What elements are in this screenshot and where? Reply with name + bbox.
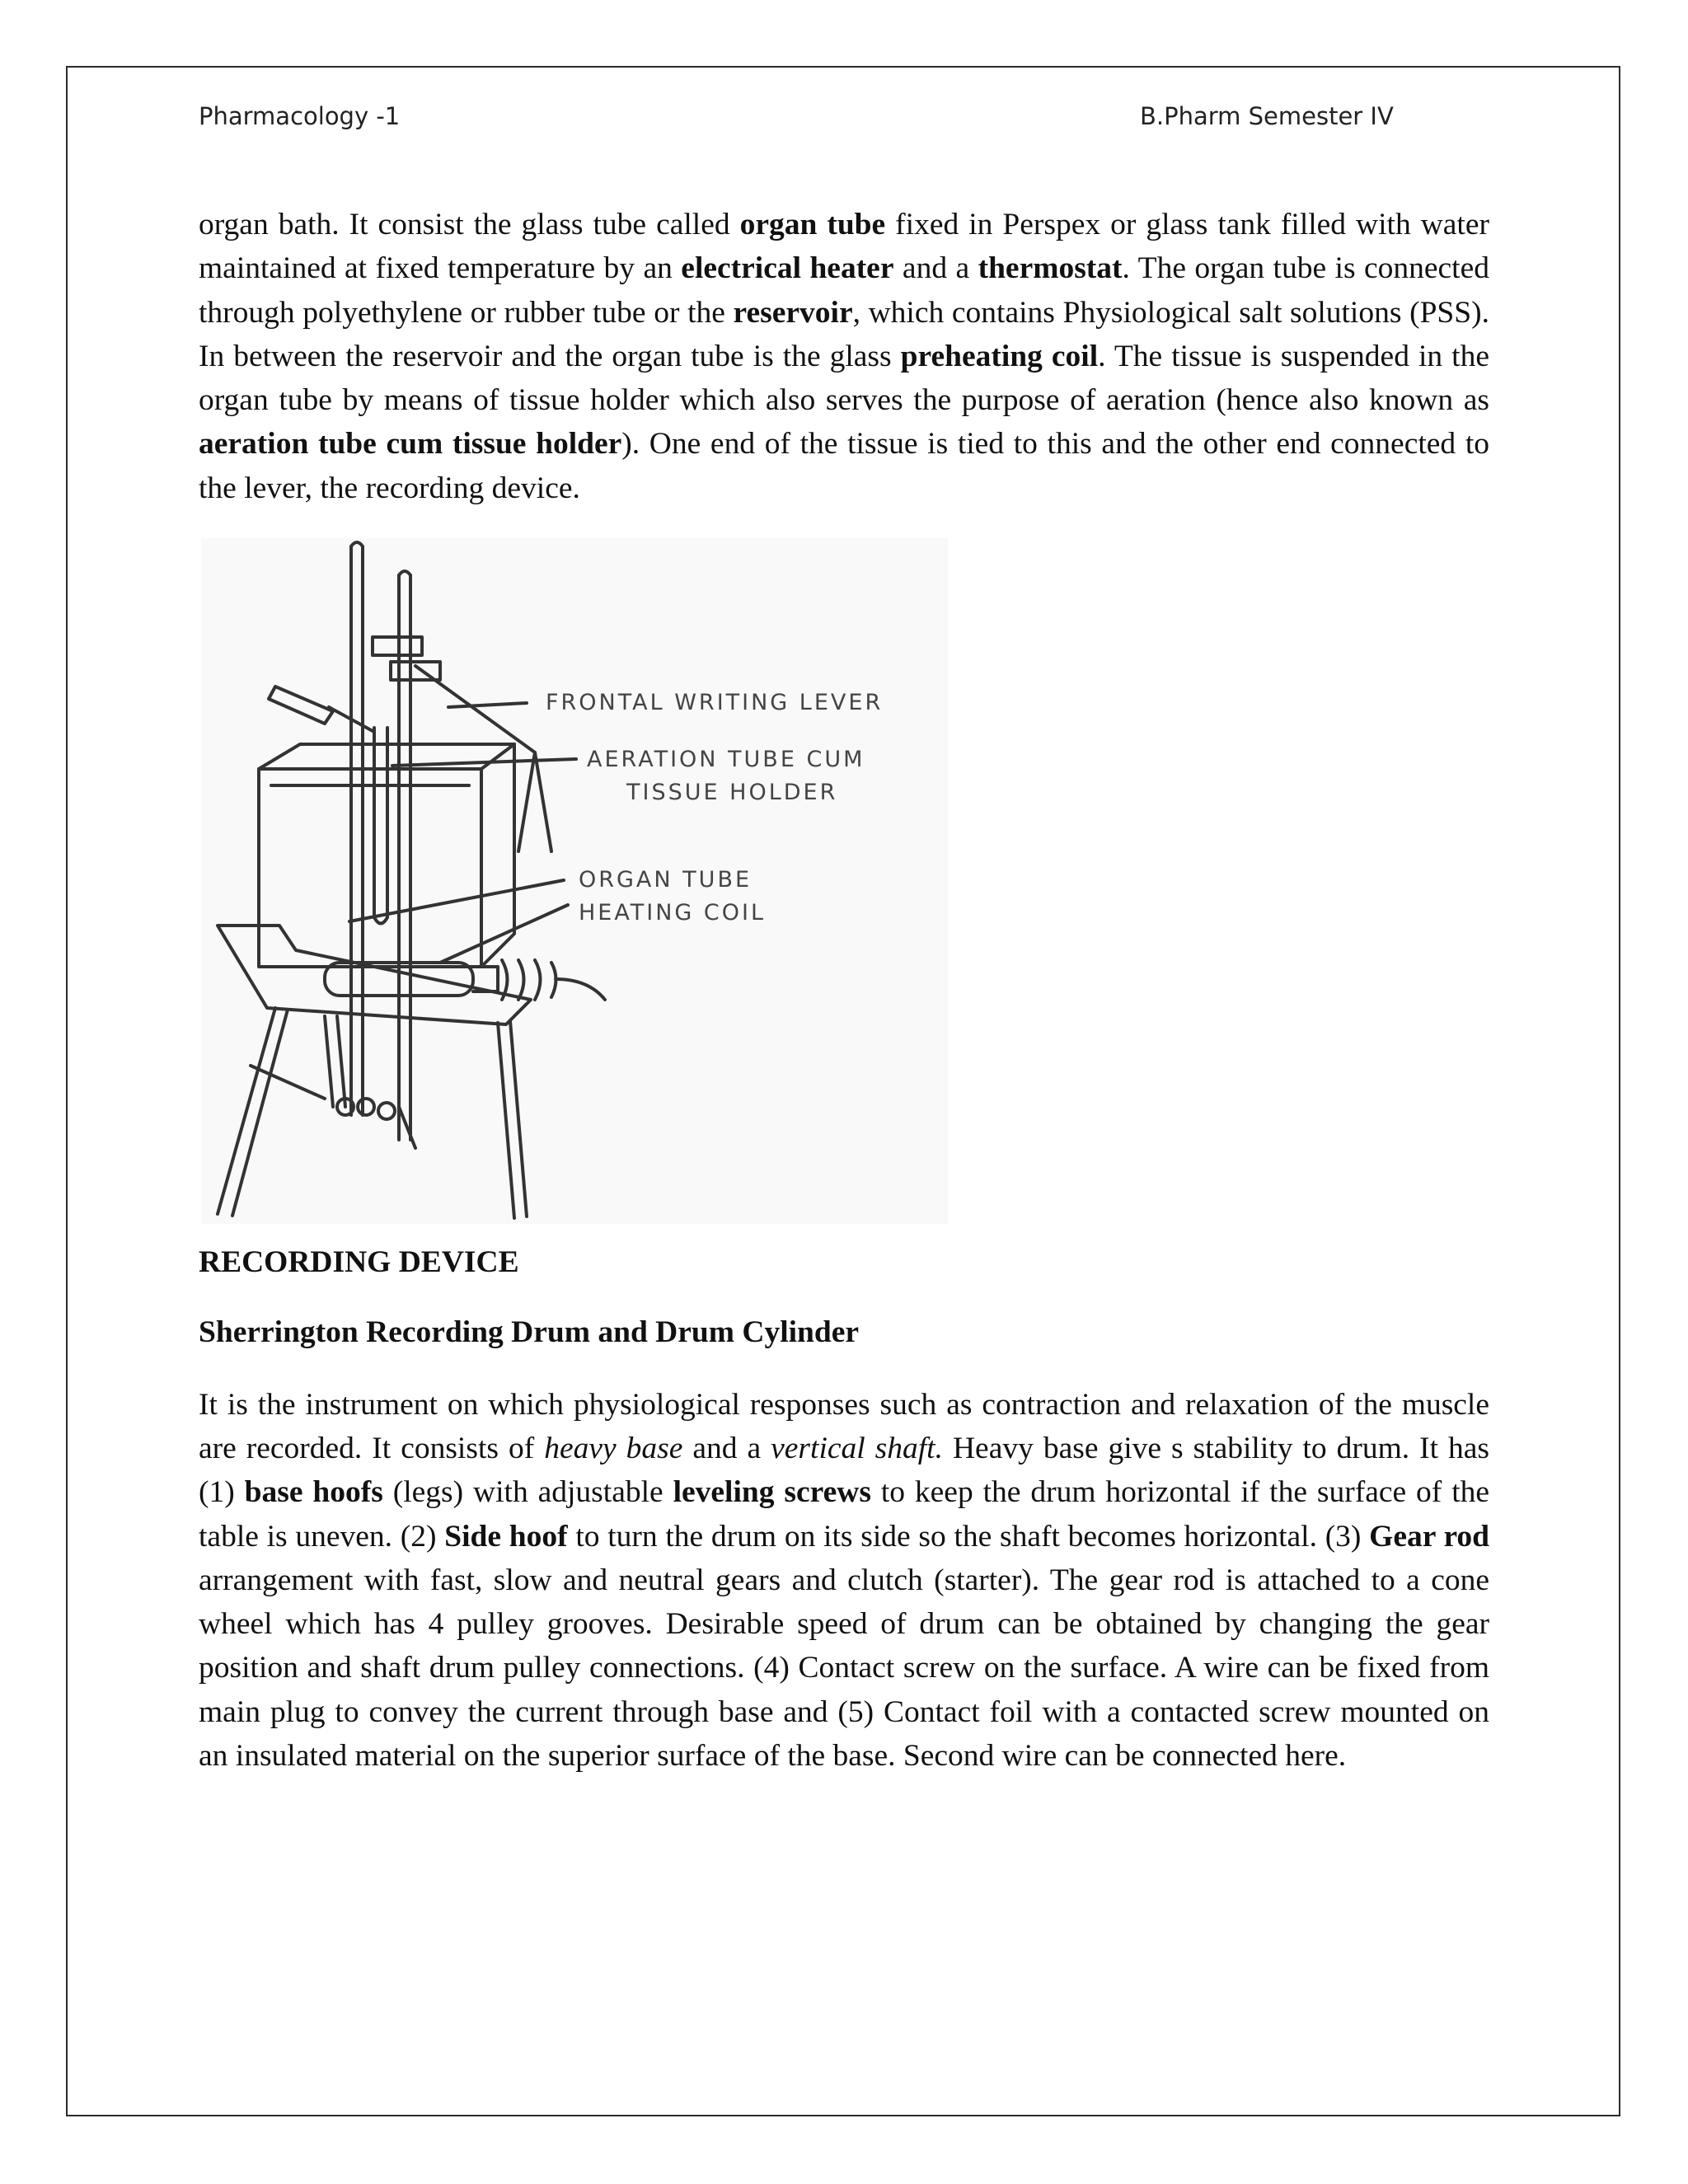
term-electrical-heater: electrical heater bbox=[681, 251, 894, 286]
page-content bbox=[199, 203, 1489, 1778]
text-run: and a bbox=[682, 1431, 771, 1465]
text-run: Heavy base give s stability to drum. It has (1) bbox=[199, 1431, 1490, 1510]
term-preheating-coil: preheating coil bbox=[900, 339, 1099, 373]
term-vertical-shaft: vertical shaft. bbox=[771, 1431, 943, 1465]
term-base-hoofs: base hoofs bbox=[244, 1475, 383, 1510]
text-run: arrangement with fast, slow and neutral gears and clutch (starter). The gear rod is attached to a cone wheel which has 4 pulley grooves. Desirable speed of drum can be obtained by changing the gear position and shaft drum pulley connections. (4) Contact screw on the surface. A wire can be fixed from main plug to convey the current through base and (5) Contact foil with a contacted screw mounted on an insulated material on the superior surface of the base. Second wire can be connected here. bbox=[199, 1563, 1489, 1774]
term-organ-tube: organ tube bbox=[739, 208, 886, 241]
subheading: Sherrington Recording Drum and Drum Cylinder bbox=[199, 1315, 860, 1350]
term-gear-rod: Gear rod bbox=[1369, 1519, 1490, 1554]
text-run: It is the instrument on which physiological responses such as contraction and relaxation of the muscle are recorded. It consists of bbox=[199, 1387, 1489, 1465]
term-reservoir: reservoir bbox=[733, 295, 853, 330]
header-course: Pharmacology -1 bbox=[199, 102, 401, 130]
label-tissue-holder: TISSUE HOLDER bbox=[626, 780, 838, 806]
section-heading: RECORDING DEVICE bbox=[199, 1245, 519, 1280]
term-side-hoof: Side hoof bbox=[444, 1519, 568, 1554]
text-run: to turn the drum on its side so the shaft becomes horizontal. (3) bbox=[567, 1519, 1370, 1554]
page-header bbox=[199, 102, 1402, 135]
text-run: . The organ tube is connected through polyethylene or rubber tube or the bbox=[199, 251, 1489, 330]
term-thermostat: thermostat bbox=[978, 251, 1123, 286]
text-run: , which contains Physiological salt solutions (PSS). In between the reservoir and the organ tube is the glass bbox=[199, 295, 1489, 373]
text-run: ). One end of the tissue is tied to this and the other end connected to the lever, the recording device. bbox=[199, 427, 1489, 505]
text-run: fixed in Perspex or glass tank filled with water maintained at fixed temperature by an bbox=[199, 208, 1489, 286]
text-run: (legs) with adjustable bbox=[382, 1475, 673, 1510]
label-aeration-tube: AERATION TUBE CUM bbox=[587, 747, 865, 773]
text-run: to keep the drum horizontal if the surface of the table is uneven. (2) bbox=[199, 1475, 1490, 1554]
term-leveling-screws: leveling screws bbox=[673, 1475, 871, 1510]
label-frontal-writing-lever: FRONTAL WRITING LEVER bbox=[546, 690, 884, 716]
text-run: . The tissue is suspended in the organ tube by means of tissue holder which also serves the purpose of aeration (hence also known as bbox=[199, 339, 1489, 418]
organ-bath-figure bbox=[201, 538, 948, 1224]
text-run: and a bbox=[893, 251, 978, 286]
label-organ-tube: ORGAN TUBE bbox=[579, 867, 753, 893]
organ-bath-drawing bbox=[201, 538, 948, 1224]
term-heavy-base: heavy base bbox=[544, 1431, 683, 1465]
header-semester: B.Pharm Semester IV bbox=[1140, 102, 1394, 130]
text-run: organ bath. It consist the glass tube called bbox=[199, 208, 740, 241]
recording-drum-paragraph bbox=[199, 1383, 1489, 1779]
term-aeration-tube: aeration tube cum tissue holder bbox=[199, 427, 622, 462]
organ-bath-paragraph bbox=[199, 203, 1489, 510]
label-heating-coil: HEATING COIL bbox=[579, 900, 767, 926]
